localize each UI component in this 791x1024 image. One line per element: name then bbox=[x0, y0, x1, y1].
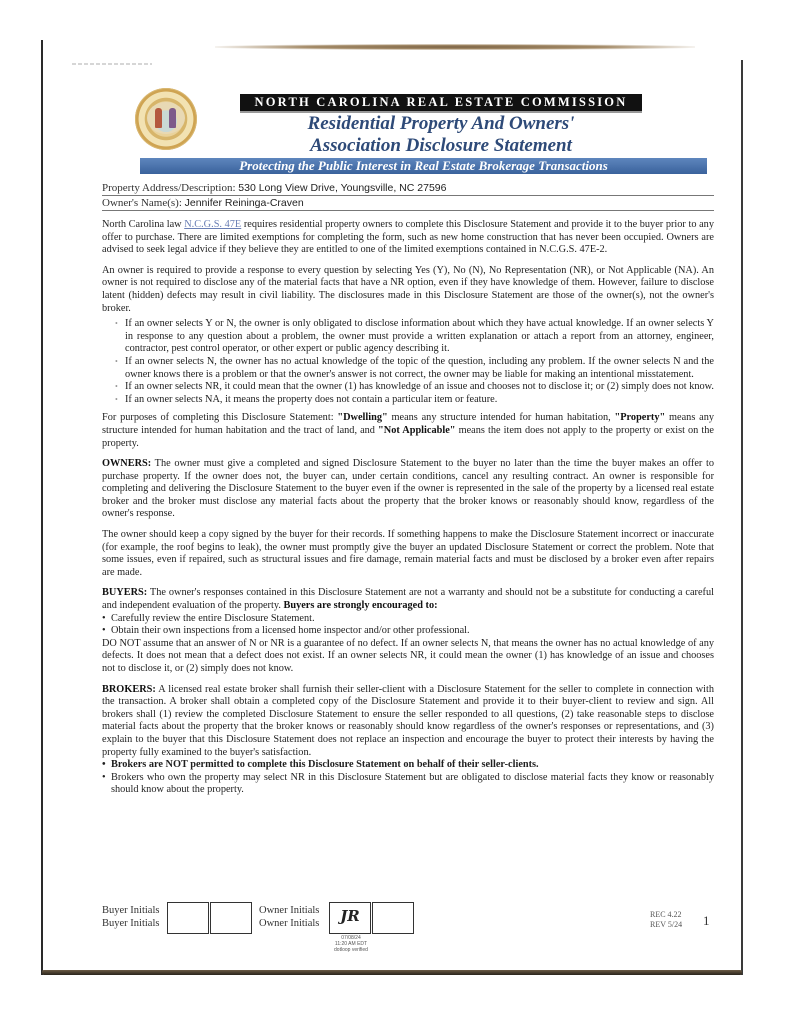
owner-initials-signature: JR bbox=[340, 907, 360, 925]
commission-header: NORTH CAROLINA REAL ESTATE COMMISSION bbox=[240, 94, 642, 113]
term-dwelling: "Dwelling" bbox=[337, 412, 388, 424]
page-number: 1 bbox=[703, 913, 710, 928]
document-title-line-1: Residential Property And Owners' bbox=[307, 113, 575, 134]
intro-prefix: North Carolina law bbox=[102, 219, 185, 230]
buyers-encouraged: Buyers are strongly encouraged to: bbox=[283, 600, 438, 612]
signature-verified: dotloop verified bbox=[334, 947, 368, 953]
intro-paragraph bbox=[102, 219, 714, 257]
bullet-n: • If an owner selects N, the owner has no actual knowledge of the topic of the question, including any problem. If the owner selects N and the owner knows there is a problem or that the owner's answer is not correct, the owner may be liable for making an intentional misstatement. bbox=[115, 356, 714, 381]
scan-edge-right bbox=[741, 60, 743, 975]
seal-center bbox=[147, 102, 185, 134]
buyer-initials-box-2[interactable] bbox=[210, 902, 252, 934]
rev-code: REV 5/24 bbox=[650, 920, 683, 929]
buyer-initials-label-2: Buyer Initials bbox=[102, 918, 160, 929]
buyers-heading: BUYERS: bbox=[102, 587, 148, 599]
scan-edge-top bbox=[215, 44, 695, 50]
owner-initials-label-1: Owner Initials bbox=[259, 905, 320, 916]
bullet-na: • If an owner selects NA, it means the property does not contain a particular item or feature. bbox=[115, 394, 714, 407]
owners-heading: OWNERS: bbox=[102, 458, 152, 470]
form-revision bbox=[650, 910, 682, 930]
initials-footer bbox=[102, 902, 722, 958]
owner-name-field bbox=[102, 197, 714, 211]
underline bbox=[102, 195, 714, 196]
brokers-item-not-permitted: • Brokers are NOT permitted to complete this Disclosure Statement on behalf of their seller-clients. bbox=[102, 759, 714, 772]
response-requirement-paragraph: An owner is required to provide a response to every question by selecting Yes (Y), No (N), No Representation (NR), or Not Applicable (NA). An owner is not required to disclose any of the material facts that have a NR option, even if they have knowledge of them. However, failure to disclose latent (hidden) defects may result in civil liability. The disclosures made in this Disclosure Statement are those of the owner(s), not the owner's broker. bbox=[102, 264, 714, 314]
signature-stamp bbox=[323, 935, 379, 953]
keep-copy-paragraph: The owner should keep a copy signed by the buyer for their records. If something happens to make the Disclosure Statement incorrect or inaccurate (for example, the roof begins to leak), the owner must promptly give the buyer an updated Disclosure Statement or correct the problem. Note that some issues, even if repaired, such as structural issues and fire damage, remain material facts and must be disclosed by a broker even after repairs are made. bbox=[102, 529, 714, 578]
owner-initials-box-2[interactable] bbox=[372, 902, 414, 934]
scan-edge-bottom bbox=[42, 970, 742, 975]
buyer-initials-label-1: Buyer Initials bbox=[102, 905, 160, 916]
buyers-paragraph bbox=[102, 587, 714, 612]
def-not-applicable: means the item does not apply to the property or exist on the property. bbox=[102, 424, 714, 449]
scan-edge-left bbox=[41, 40, 43, 975]
buyers-text: The owner's responses contained in this Disclosure Statement are not a warranty and should not be a substitute for conducting a careful and independent evaluation of the property. bbox=[102, 587, 714, 612]
brokers-heading: BROKERS: bbox=[102, 683, 156, 695]
property-address-field bbox=[102, 182, 714, 196]
bullet-y-or-n: • If an owner selects Y or N, the owner is only obligated to disclose information about which they have actual knowledge. If an owner selects Y in response to any question about a problem, the owner must provide a written explanation or attach a report from an attorney, engineer, contractor, pest control operator, or other expert or public agency describing it. bbox=[115, 318, 714, 356]
definitions-paragraph bbox=[102, 412, 714, 450]
owner-name-value[interactable]: Jennifer Reininga-Craven bbox=[184, 197, 304, 209]
nc-state-seal-icon bbox=[135, 88, 197, 150]
seal-figure-left bbox=[155, 108, 162, 128]
brokers-text: A licensed real estate broker shall furnish their seller-client with a Disclosure Statement for the seller to complete in connection with the transaction. A broker shall obtain a completed copy of the Disclosure Statement and provide it to their buyer-client to review and sign. All brokers shall (1) review the completed Disclosure Statement to ensure the seller responded to all questions, (2) take reasonable steps to disclose material facts about the property that the broker knows or reasonably should know regardless of the owner's responses or representations, and (3) explain to the buyer that this Disclosure Statement does not replace an inspection and encourage the buyer to protect their interests by having the property fully examined to the buyer's satisfaction. bbox=[102, 683, 714, 758]
brokers-item-owners: • Brokers who own the property may select NR in this Disclosure Statement but are obligated to disclose material facts they know or reasonably should know about the property. bbox=[102, 772, 714, 797]
signature-time: 11:20 AM EDT bbox=[334, 941, 368, 947]
bullet-nr: • If an owner selects NR, it could mean that the owner (1) has knowledge of an issue and chooses not to disclose it; or (2) simply does not know. bbox=[115, 381, 714, 394]
property-address-label: Property Address/Description: bbox=[102, 182, 236, 194]
brokers-paragraph bbox=[102, 684, 714, 760]
brokers-list bbox=[102, 759, 714, 797]
ncgs-47e-link[interactable]: N.C.G.S. 47E bbox=[184, 219, 242, 230]
brokers-section bbox=[102, 684, 714, 797]
buyers-section bbox=[102, 587, 714, 675]
document-body bbox=[102, 182, 714, 805]
buyers-list bbox=[102, 613, 714, 638]
rec-code: REC 4.22 bbox=[650, 910, 682, 919]
scan-mark bbox=[72, 63, 152, 65]
buyers-warning: DO NOT assume that an answer of N or NR is a guarantee of no defect. If an owner selects N, that means the owner has no actual knowledge of any defects. It does not mean that a defect does not exist. If an owner selects NR, it could mean the owner (1) has knowledge of an issue and chooses not to disclose it, or (2) simply does not know. bbox=[102, 637, 714, 674]
def-dwelling: means any structure intended for human habitation, bbox=[387, 412, 615, 424]
buyer-initials-box-1[interactable] bbox=[167, 902, 209, 934]
underline bbox=[102, 210, 714, 211]
property-address-value[interactable]: 530 Long View Drive, Youngsville, NC 27596 bbox=[238, 182, 447, 194]
buyers-item-review: • Carefully review the entire Disclosure Statement. bbox=[102, 613, 714, 626]
owner-initials-label-2: Owner Initials bbox=[259, 918, 320, 929]
term-not-applicable: "Not Applicable" bbox=[378, 424, 456, 436]
response-options-list bbox=[115, 318, 714, 406]
def-property: means any structure intended for human habitation and the tract of land, and bbox=[102, 412, 715, 436]
owners-text: The owner must give a completed and signed Disclosure Statement to the buyer no later than the time the buyer makes an offer to purchase property. If the owner does not, the buyer can, under certain conditions, cancel any resulting contract. An owner is responsible for completing and delivering the Disclosure Statement to the buyer even if the owner is represented in the sale of the property by a licensed real estate broker and the broker must disclose any material facts about the property that the broker knows or reasonably should know, regardless of the owner's response. bbox=[102, 458, 714, 520]
seal-figure-right bbox=[169, 108, 176, 128]
owner-name-label: Owner's Name(s): bbox=[102, 197, 182, 209]
term-property: "Property" bbox=[614, 412, 666, 424]
document-title-line-2: Association Disclosure Statement bbox=[310, 135, 572, 156]
signature-date: 07/08/24 bbox=[341, 935, 361, 941]
definitions-lead: For purposes of completing this Disclosure Statement: bbox=[102, 412, 338, 424]
owner-initials-box-1[interactable] bbox=[329, 902, 371, 934]
intro-text: requires residential property owners to complete this Disclosure Statement and provide it to the buyer prior to any offer to purchase. There are limited exemptions for completing the form, such as new home construction that has never been occupied. Owners are advised to seek legal advice if they believe they are entitled to one of the limited exemptions contained in N.C.G.S. 47E-2. bbox=[102, 219, 714, 256]
buyers-item-inspections: • Obtain their own inspections from a licensed home inspector and/or other professional. bbox=[102, 625, 714, 638]
tagline-banner: Protecting the Public Interest in Real Estate Brokerage Transactions bbox=[140, 158, 707, 174]
owners-paragraph bbox=[102, 458, 714, 521]
